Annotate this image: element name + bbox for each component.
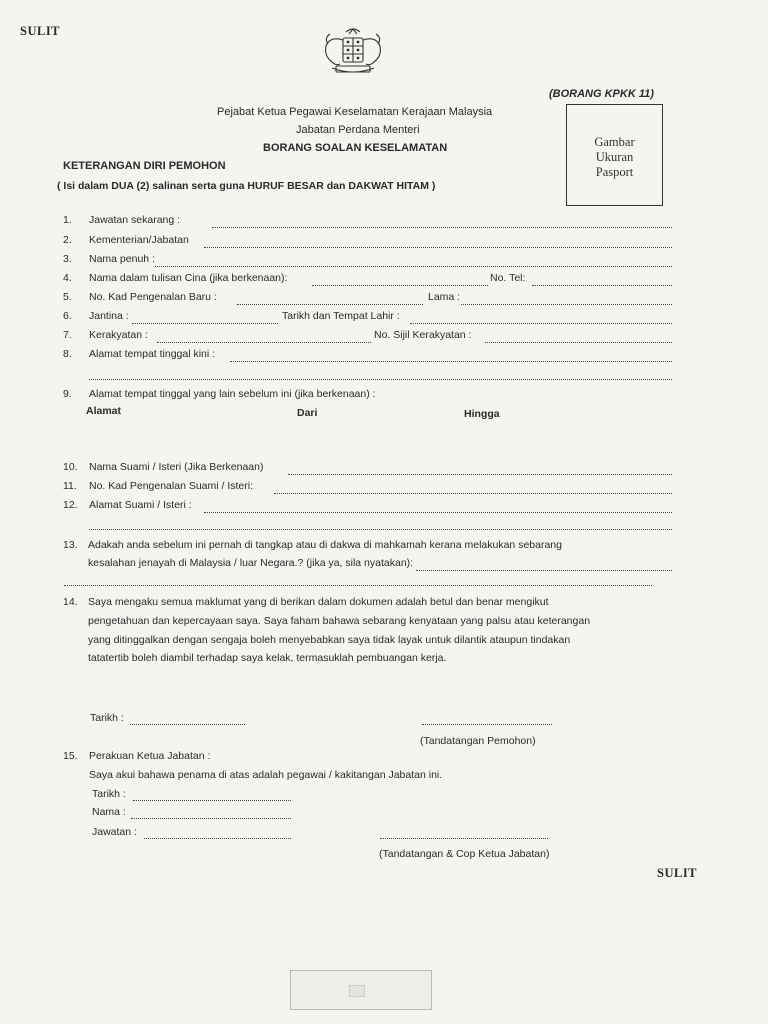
head-signature-label: (Tandatangan & Cop Ketua Jabatan) bbox=[379, 848, 550, 860]
head-name-label: Nama : bbox=[92, 806, 126, 818]
applicant-signature-line[interactable] bbox=[422, 724, 552, 725]
field-14-declaration-2: pengetahuan dan kepercayaan saya. Saya faham bahawa sebarang kenyataan yang palsu atau keterangan bbox=[88, 615, 591, 627]
head-position-line[interactable] bbox=[144, 838, 291, 839]
head-cert-label: 15. Perakuan Ketua Jabatan : bbox=[63, 750, 211, 762]
field-12-label: 12. Alamat Suami / Isteri : bbox=[63, 499, 192, 511]
field-9-col-to: Hingga bbox=[464, 408, 500, 420]
field-8-line-1[interactable] bbox=[230, 361, 672, 362]
field-14-declaration-1: Saya mengaku semua maklumat yang di berikan dalam dokumen adalah betul dan benar mengikut bbox=[88, 596, 549, 608]
coat-of-arms-icon bbox=[316, 26, 390, 80]
field-6-dob-line[interactable] bbox=[410, 323, 672, 324]
field-9-col-address: Alamat bbox=[86, 405, 122, 417]
department-name: Jabatan Perdana Menteri bbox=[296, 124, 420, 136]
field-5-label: 5. No. Kad Pengenalan Baru : bbox=[63, 291, 217, 303]
head-position-label: Jawatan : bbox=[92, 826, 137, 838]
field-10-line[interactable] bbox=[288, 474, 672, 475]
field-13-line-1[interactable] bbox=[416, 570, 672, 571]
classification-top: SULIT bbox=[20, 24, 61, 38]
scan-mark-icon bbox=[349, 985, 365, 997]
photo-label-1: Gambar bbox=[594, 135, 635, 149]
field-2-line[interactable] bbox=[204, 247, 672, 248]
field-2-label: 2. Kementerian/Jabatan bbox=[63, 234, 189, 246]
applicant-signature-label: (Tandatangan Pemohon) bbox=[420, 735, 536, 747]
head-signature-line[interactable] bbox=[380, 838, 548, 839]
head-name-line[interactable] bbox=[131, 818, 291, 819]
photo-label-2: Ukuran bbox=[595, 150, 634, 164]
head-date-line[interactable] bbox=[133, 800, 291, 801]
field-7-cert-label: No. Sijil Kerakyatan : bbox=[374, 329, 472, 341]
passport-photo-box bbox=[566, 104, 663, 206]
field-7-label: 7. Kerakyatan : bbox=[63, 329, 148, 341]
field-13-num: 13. bbox=[63, 539, 78, 551]
field-11-label: 11. No. Kad Pengenalan Suami / Isteri: bbox=[63, 480, 254, 492]
field-5-old-ic-line[interactable] bbox=[461, 304, 672, 305]
field-8-label: 8. Alamat tempat tinggal kini : bbox=[63, 348, 216, 360]
field-3-label: 3. Nama penuh : bbox=[63, 253, 155, 265]
applicant-date-label: Tarikh : bbox=[90, 712, 124, 724]
field-13-question-line-2: kesalahan jenayah di Malaysia / luar Negara.? (jika ya, sila nyatakan): bbox=[88, 557, 414, 569]
field-5-new-ic-line[interactable] bbox=[237, 304, 423, 305]
field-4-line[interactable] bbox=[312, 285, 488, 286]
field-7-cert-line[interactable] bbox=[485, 342, 672, 343]
field-1-line[interactable] bbox=[212, 227, 672, 228]
form-code: (BORANG KPKK 11) bbox=[549, 88, 654, 100]
field-10-label: 10. Nama Suami / Isteri (Jika Berkenaan) bbox=[63, 461, 264, 473]
field-14-declaration-4: tatatertib boleh diambil terhadap saya kelak, termasuklah pembuangan kerja. bbox=[88, 652, 447, 664]
field-12-line-1[interactable] bbox=[204, 512, 672, 513]
field-4-label: 4. Nama dalam tulisan Cina (jika berkenaan): bbox=[63, 272, 288, 284]
field-4-tel-label: No. Tel: bbox=[490, 272, 526, 284]
scan-footer-box bbox=[290, 970, 432, 1010]
form-title: BORANG SOALAN KESELAMATAN bbox=[263, 142, 448, 154]
field-6-label: 6. Jantina : bbox=[63, 310, 129, 322]
field-5-old-label: Lama : bbox=[428, 291, 461, 303]
field-13-question-line-1: Adakah anda sebelum ini pernah di tangkap atau di dakwa di mahkamah kerana melakukan sebarang bbox=[88, 539, 562, 551]
head-cert-statement: Saya akui bahawa penama di atas adalah pegawai / kakitangan Jabatan ini. bbox=[89, 769, 443, 781]
field-9-label: 9. Alamat tempat tinggal yang lain sebelum ini (jika berkenaan) : bbox=[63, 388, 376, 400]
applicant-date-line[interactable] bbox=[130, 724, 245, 725]
section-title: KETERANGAN DIRI PEMOHON bbox=[63, 160, 226, 172]
field-13-line-2[interactable] bbox=[64, 585, 652, 586]
head-date-label: Tarikh : bbox=[92, 788, 126, 800]
field-6-dob-label: Tarikh dan Tempat Lahir : bbox=[282, 310, 400, 322]
instruction-text: ( Isi dalam DUA (2) salinan serta guna HURUF BESAR dan DAKWAT HITAM ) bbox=[57, 180, 436, 192]
photo-label-3: Pasport bbox=[595, 165, 634, 179]
field-1-label: 1. Jawatan sekarang : bbox=[63, 214, 181, 226]
field-6-gender-line[interactable] bbox=[132, 323, 278, 324]
field-4-tel-line[interactable] bbox=[532, 285, 672, 286]
field-12-line-2[interactable] bbox=[89, 529, 672, 530]
field-14-num: 14. bbox=[63, 596, 78, 608]
field-3-line[interactable] bbox=[155, 266, 672, 267]
field-7-citizenship-line[interactable] bbox=[157, 342, 371, 343]
field-14-declaration-3: yang ditinggalkan dengan sengaja boleh menyebabkan saya tidak layak untuk dilantik ataupun tindakan bbox=[88, 634, 571, 646]
office-name: Pejabat Ketua Pegawai Keselamatan Kerajaan Malaysia bbox=[217, 106, 493, 118]
field-9-col-from: Dari bbox=[297, 407, 318, 419]
classification-bottom: SULIT bbox=[657, 866, 698, 880]
field-8-line-2[interactable] bbox=[89, 379, 672, 380]
field-11-line[interactable] bbox=[274, 493, 672, 494]
